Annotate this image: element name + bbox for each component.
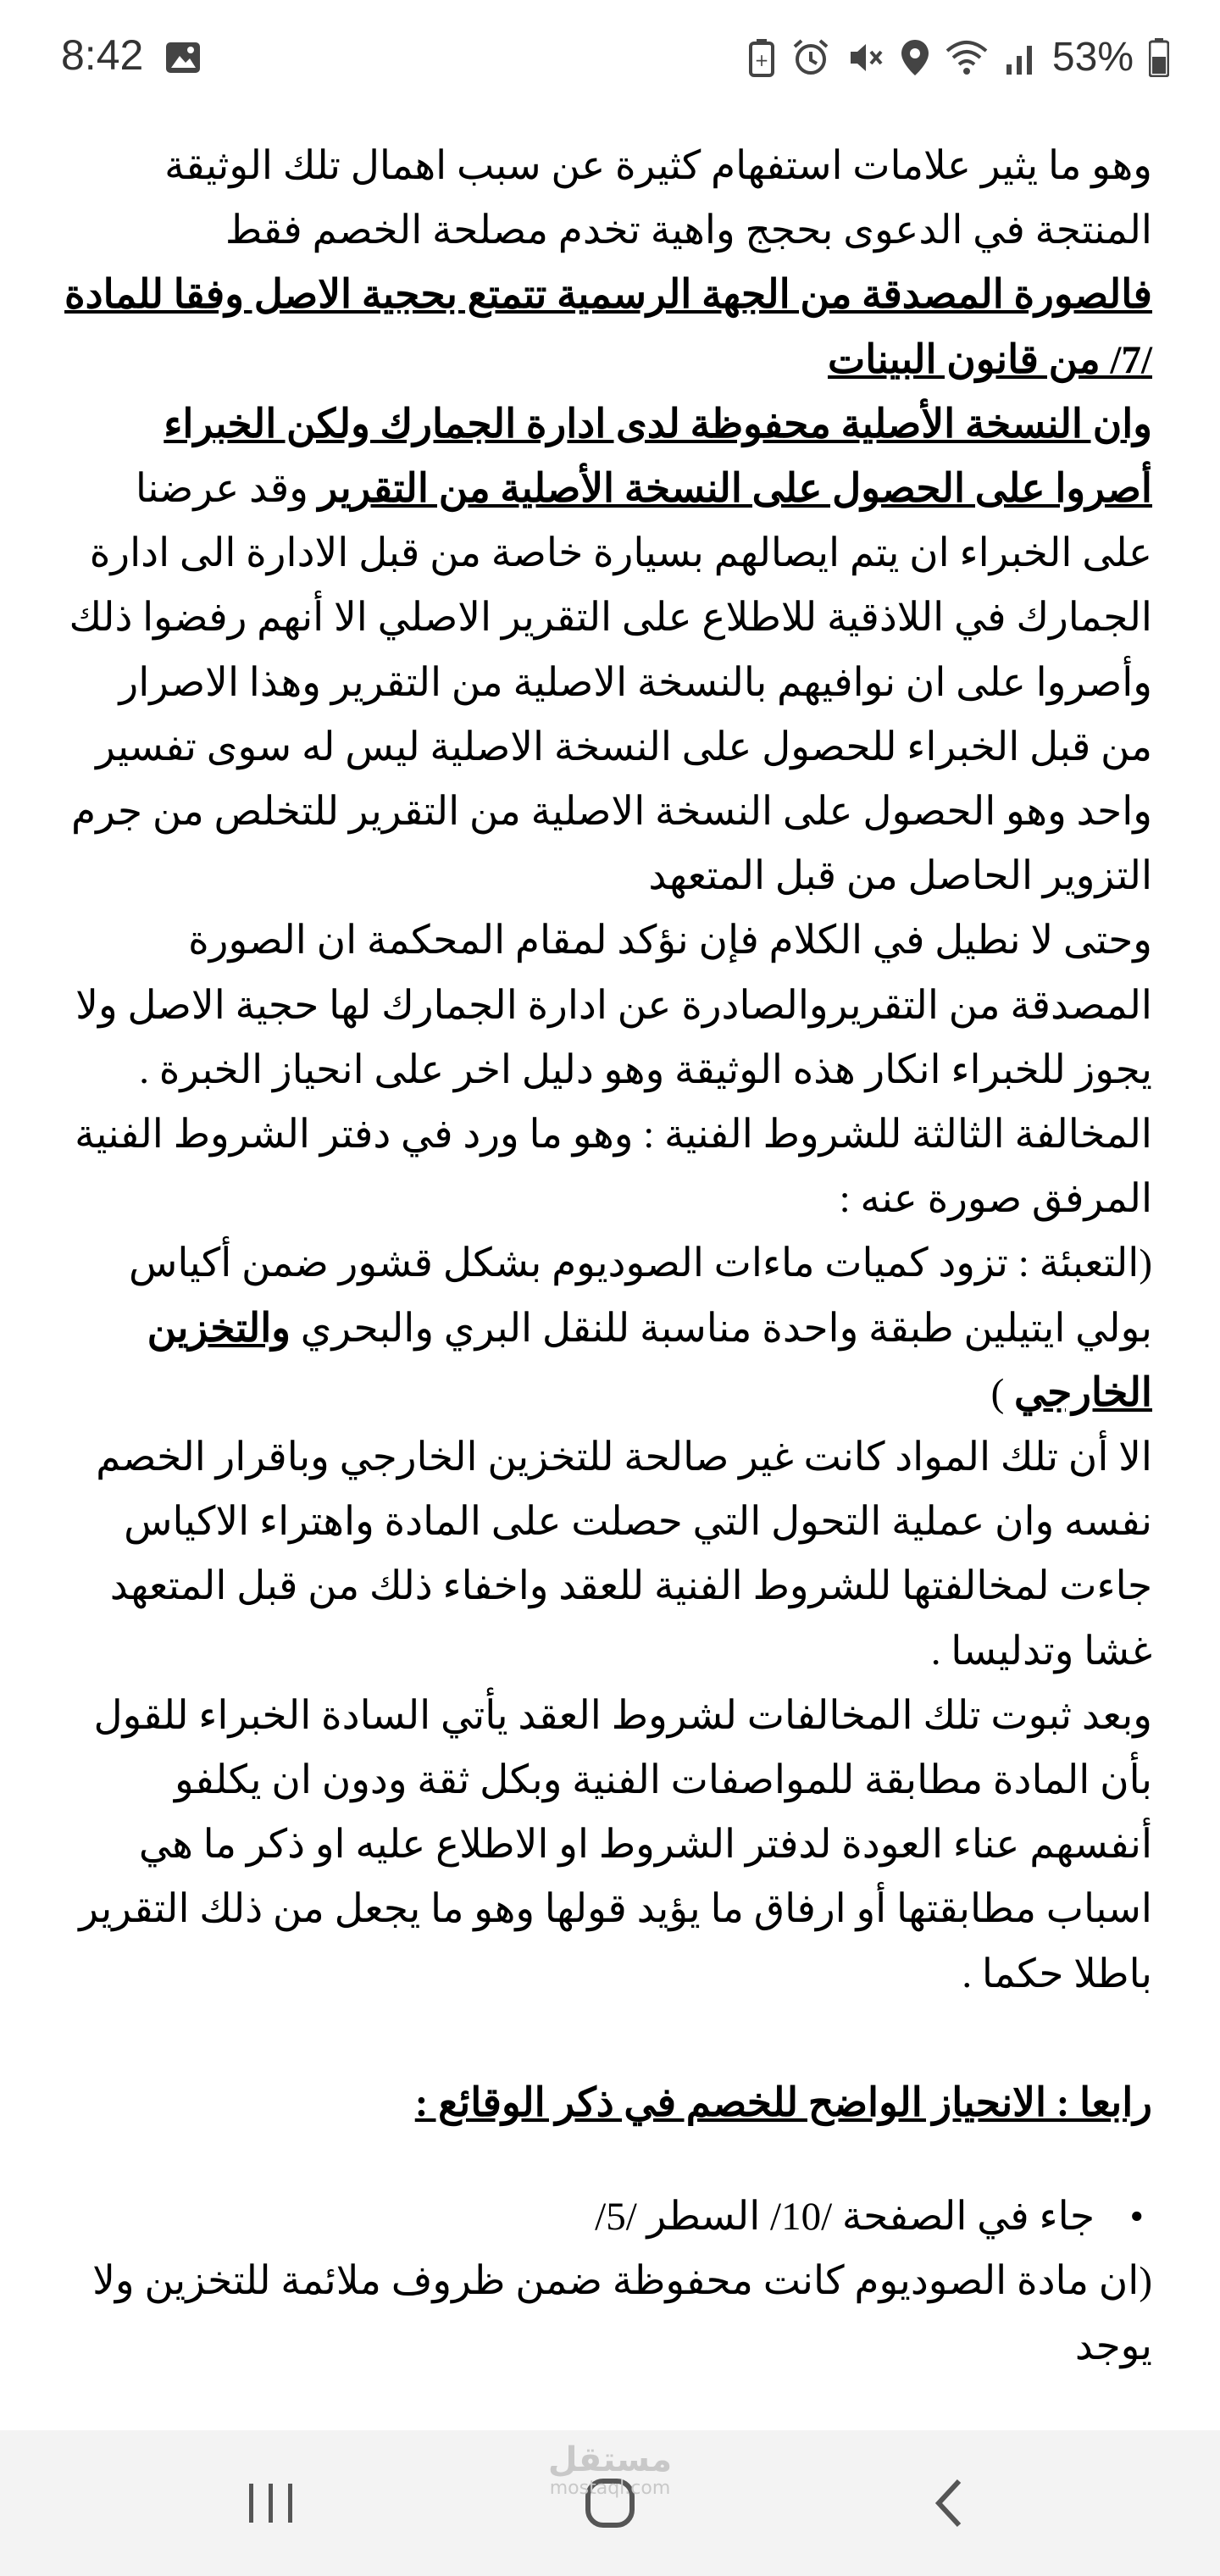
cut-off-line: (ان مادة الصوديوم كانت محفوظة ضمن ظروف ملائمة للتخزين ولا يوجد — [92, 2259, 1152, 2368]
battery-percent: 53% — [1051, 35, 1134, 80]
paragraph-6-text: (التعبئة : تزود كميات ماءات الصوديوم بشكل قشور ضمن أكياس بولي ايتيلين طبقة واحدة مناسبة للنقل البري والبحري — [128, 1241, 1152, 1351]
mute-icon — [846, 38, 884, 77]
paragraph-6-end: ) — [990, 1370, 1015, 1415]
battery-saver-icon — [747, 38, 776, 77]
recent-apps-icon — [246, 2482, 297, 2524]
paragraph-3 — [59, 392, 1152, 909]
watermark — [534, 2440, 686, 2498]
paragraph-8: وبعد ثبوت تلك المخالفات لشروط العقد يأتي السادة الخبراء للقول بأن المادة مطابقة للمواصفات الفنية وبكل ثقة ودون ان يكلفو أنفسهم عناء العودة لدفتر الشروط او الاطلاع عليه او ذكر ما هي اسباب مطابقتها أو ارفاق ما يؤيد قولها وهو ما يجعل من ذلك التقرير باطلا حكما . — [79, 1693, 1152, 1996]
battery-icon — [1149, 38, 1169, 77]
paragraph-3-text: وقد عرضنا على الخبراء ان يتم ايصالهم بسيارة خاصة من قبل الادارة الى ادارة الجمارك في اللاذقية للاطلاع على التقرير الاصلي الا أنهم رفضوا ذلك وأصروا على ان نوافيهم بالنسخة الاصلية من التقرير وهذا الاصرار من قبل الخبراء للحصول على النسخة الاصلية ليس له سوى تفسير واحد وهو الحصول على النسخة الاصلية من التقرير للتخلص من جرم التزوير الحاصل من قبل المتعهد — [69, 467, 1152, 899]
location-icon — [900, 38, 930, 77]
svg-text:+: + — [754, 49, 769, 70]
signal-icon — [1003, 39, 1037, 76]
paragraph-7: الا أن تلك المواد كانت غير صالحة للتخزين الخارجي وباقرار الخصم نفسه وان عملية التحول التي حصلت على المادة واهتراء الاكياس جاءت لمخالفتها للشروط الفنية للعقد واخفاء ذلك من قبل المتعهد غشا وتدليسا . — [96, 1435, 1152, 1674]
watermark-text-en: mostaql.com — [549, 2478, 671, 2499]
paragraph-4: وحتى لا نطيل في الكلام فإن نؤكد لمقام المحكمة ان الصورة المصدقة من التقريروالصادرة عن ادارة الجمارك لها حجية الاصل ولا يجوز للخبراء انكار هذه الوثيقة وهو دليل اخر على انحياز الخبرة . — [75, 919, 1152, 1092]
paragraph-2: فالصورة المصدقة من الجهة الرسمية تتمتع بحجية الاصل وفقا للمادة /7/ من قانون البينات — [64, 273, 1152, 382]
paragraph-6-bold: والتخزين الخارجي — [147, 1306, 1152, 1415]
alarm-icon — [791, 38, 830, 77]
status-time: 8:42 — [61, 31, 144, 79]
paragraph-5: المخالفة الثالثة للشروط الفنية : وهو ما ورد في دفتر الشروط الفنية المرفق صورة عنه : — [75, 1113, 1152, 1222]
document-body — [59, 134, 1152, 2379]
image-icon — [164, 41, 202, 78]
back-button[interactable] — [890, 2430, 1008, 2576]
paragraph-6 — [59, 1231, 1152, 1425]
paragraph-1: وهو ما يثير علامات استفهام كثيرة عن سبب اهمال تلك الوثيقة المنتجة في الدعوى بحجج واهية تخدم مصلحة الخصم فقط — [164, 144, 1152, 253]
back-icon — [932, 2478, 966, 2529]
recent-apps-button[interactable] — [212, 2430, 330, 2576]
paragraph-3-bold: وان النسخة الأصلية محفوظة لدى ادارة الجمارك ولكن الخبراء أصروا على الحصول على النسخة الأصلية من التقرير — [164, 402, 1152, 512]
bullet-item: • جاء في الصفحة /10/ السطر /5/ — [59, 2185, 1152, 2249]
wifi-icon — [946, 39, 988, 76]
section-heading: رابعا : الانحياز الواضح للخصم في ذكر الوقائع : — [414, 2080, 1152, 2125]
watermark-text-ar: مستقل — [547, 2440, 673, 2479]
status-bar — [0, 0, 1220, 119]
